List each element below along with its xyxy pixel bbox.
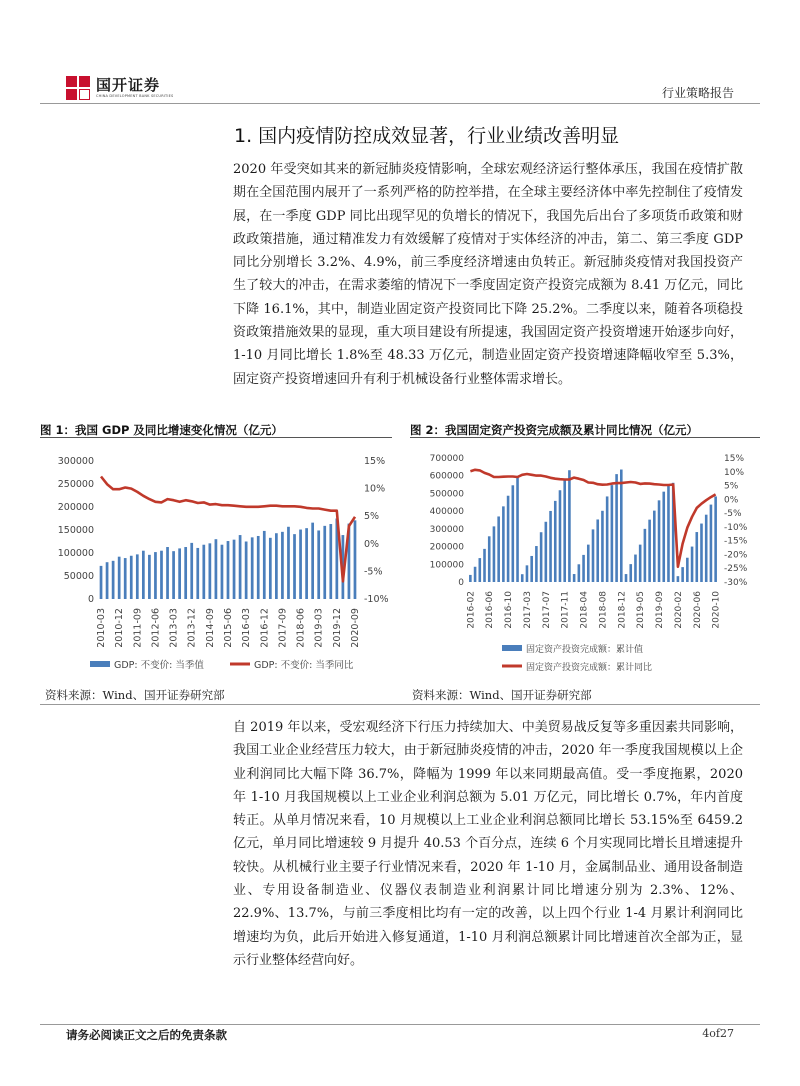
bar bbox=[221, 545, 224, 599]
gdp-chart bbox=[40, 444, 395, 682]
x-tick-label: 2020-09 bbox=[350, 608, 361, 648]
bar bbox=[124, 558, 127, 599]
bar bbox=[293, 534, 296, 599]
logo-subtitle: CHINA DEVELOPMENT BANK SECURITIES bbox=[96, 93, 174, 98]
x-tick-label: 2020-02 bbox=[673, 590, 684, 629]
bar bbox=[172, 551, 175, 599]
bar bbox=[142, 551, 145, 599]
source-divider bbox=[40, 704, 760, 705]
bar bbox=[629, 564, 632, 582]
section-title: 1. 国内疫情防控成效显著，行业业绩改善明显 bbox=[234, 125, 620, 147]
y-left-tick-label: 300000 bbox=[429, 524, 464, 535]
y-left-tick-label: 300000 bbox=[57, 456, 94, 467]
figure-2-rule bbox=[410, 437, 760, 438]
bar bbox=[118, 557, 121, 599]
x-tick-label: 2016-03 bbox=[241, 607, 253, 648]
bar bbox=[178, 548, 181, 599]
bar bbox=[317, 530, 320, 599]
x-tick-label: 2013-03 bbox=[168, 608, 180, 648]
bar bbox=[620, 470, 623, 582]
x-tick-label: 2019-12 bbox=[331, 607, 343, 648]
bar bbox=[573, 574, 576, 582]
bar bbox=[596, 519, 599, 582]
disclaimer-note: 请务必阅读正文之后的免责条款 bbox=[66, 1028, 227, 1042]
bar bbox=[691, 547, 694, 582]
y-right-tick-label: -5% bbox=[724, 509, 742, 520]
bar bbox=[202, 545, 205, 599]
paragraph-2: 自 2019 年以来，受宏观经济下行压力持续加大、中美贸易战反复等多重因素共同影响，我国工业企业经营压力较大，由于新冠肺炎疫情的冲击，2020 年一季度我国规模以上企业利润同比大幅下降 36.7%，降幅为 1999 年以来同期最高值。受一季度拖累，2020 年 1-10 月我国规模以上工业企业利润总额为 5.01 万亿元，同比增长 0.7%，年内首度转正。从单月情况来看，10 月规模以上工业企业利润总额同比增长 53.15%至 6459.2 亿元，单月同比增速较 9 月提升 40.53 个百分点，连续 6 个月实现同比增长且增速提升较快。从机械行业主要子行业情况来看，2020 年 1-10 月，金属制品业、通用设备制造业、专用设备制造业、仪器仪表制造业利润累计同比增速分别为 2.3%、12%、22.9%、13.7%，与前三季度相比均有一定的改善，以上四个行业 1-4 月累计利润同比增速均为负，此后开始进入修复通道，1-10 月利润总额累计同比增速首次全部为正，显示行业整体经营向好。 bbox=[233, 720, 743, 968]
y-left-tick-label: 400000 bbox=[429, 507, 464, 518]
bar bbox=[526, 565, 529, 582]
bar bbox=[695, 532, 698, 582]
bar bbox=[700, 524, 703, 582]
y-left-tick-label: 500000 bbox=[429, 489, 464, 500]
y-left-tick-label: 250000 bbox=[57, 479, 94, 490]
y-left-tick-label: 150000 bbox=[57, 525, 94, 536]
bar bbox=[233, 540, 236, 599]
bar bbox=[190, 543, 193, 599]
y-right-tick-label: -20% bbox=[724, 550, 748, 561]
bar bbox=[563, 480, 566, 582]
figure-1-title: 图 1：我国 GDP 及同比增速变化情况（亿元） bbox=[40, 423, 283, 437]
legend-swatch-bar bbox=[90, 661, 110, 667]
y-left-tick-label: 200000 bbox=[429, 542, 464, 553]
bar bbox=[209, 543, 212, 599]
y-right-tick-label: -15% bbox=[724, 536, 748, 547]
bar bbox=[677, 576, 680, 582]
bar bbox=[305, 528, 308, 599]
x-tick-label: 2015-06 bbox=[223, 608, 234, 648]
page-number: 4of27 bbox=[702, 1027, 734, 1040]
bar bbox=[634, 555, 637, 582]
legend-swatch-bar bbox=[502, 645, 522, 651]
bar bbox=[601, 511, 604, 582]
y-left-tick-label: 200000 bbox=[57, 502, 94, 513]
y-right-tick-label: -10% bbox=[724, 522, 748, 533]
bar bbox=[257, 536, 260, 599]
y-right-tick-label: 10% bbox=[364, 483, 386, 495]
bar bbox=[227, 541, 230, 599]
y-right-tick-label: 15% bbox=[724, 454, 745, 464]
bar bbox=[644, 529, 647, 582]
y-left-tick-label: 50000 bbox=[63, 571, 94, 582]
x-tick-label: 2018-04 bbox=[579, 591, 590, 629]
bar bbox=[681, 567, 684, 582]
bar bbox=[287, 527, 290, 599]
bar bbox=[263, 531, 266, 599]
x-tick-label: 2018-12 bbox=[617, 590, 628, 629]
x-tick-label: 2016-02 bbox=[466, 591, 477, 629]
bar bbox=[215, 539, 218, 599]
bar bbox=[516, 476, 519, 582]
bar bbox=[251, 537, 254, 599]
bar bbox=[507, 496, 510, 582]
bar bbox=[554, 501, 557, 582]
logo-icon bbox=[66, 76, 90, 100]
y-right-tick-label: -10% bbox=[364, 594, 389, 605]
x-tick-label: 2019-09 bbox=[655, 590, 665, 629]
x-tick-label: 2020-10 bbox=[711, 590, 722, 629]
bar bbox=[521, 574, 524, 582]
x-tick-label: 2017-07 bbox=[541, 590, 552, 629]
bar bbox=[545, 522, 548, 582]
report-type: 行业策略报告 bbox=[661, 86, 734, 100]
bar bbox=[587, 545, 590, 582]
bar bbox=[100, 566, 103, 599]
x-tick-label: 2010-12 bbox=[114, 608, 126, 648]
y-left-tick-label: 100000 bbox=[429, 560, 464, 571]
bar bbox=[658, 500, 661, 582]
x-tick-label: 2017-03 bbox=[523, 591, 533, 629]
bar bbox=[705, 515, 708, 582]
bar bbox=[154, 552, 157, 599]
bar bbox=[549, 511, 552, 582]
y-right-tick-label: 15% bbox=[364, 456, 386, 467]
y-left-tick-label: 600000 bbox=[429, 471, 464, 482]
bar bbox=[148, 555, 151, 599]
bar bbox=[323, 526, 326, 599]
y-right-tick-label: -5% bbox=[364, 566, 383, 578]
bar bbox=[160, 551, 163, 599]
bar bbox=[606, 496, 609, 582]
bar bbox=[354, 520, 357, 599]
figure-1-source: 资料来源：Wind、国开证券研究部 bbox=[45, 688, 225, 702]
y-right-tick-label: 10% bbox=[724, 467, 745, 478]
bar bbox=[478, 558, 481, 582]
x-tick-label: 2016-10 bbox=[504, 591, 515, 629]
y-left-tick-label: 0 bbox=[87, 594, 94, 605]
bar bbox=[488, 536, 491, 582]
bar bbox=[269, 538, 272, 599]
bar bbox=[483, 549, 486, 582]
paragraph-1: 2020 年受突如其来的新冠肺炎疫情影响，全球宏观经济运行整体承压，我国在疫情扩散期在全国范围内展开了一系列严格的防控举措，在全球主要经济体中率先控制住了疫情发展，在一季度 GDP 同比出现罕见的负增长的情况下，我国先后出台了多项货币政策和财政政策措施，通过精准发力有效缓解了疫情对于实体经济的冲击，第二、第三季度 GDP 同比分别增长 3.2%、4.9%，前三季度经济增速由负转正。新冠肺炎疫情对我国投资产生了较大的冲击，在需求萎缩的情况下一季度固定资产投资完成额为 8.41 万亿元，同比下降 16.1%，其中，制造业固定资产投资同比下降 25.2%。二季度以来，随着各项稳投资政策措施效果的显现，重大项目建设有所提速，我国固定资产投资增速开始逐步向好，1-10 月同比增长 1.8%至 48.33 万亿元，制造业固定资产投资增速降幅收窄至 5.3%，固定资产投资增速回升有利于机械设备行业整体需求增长。 bbox=[233, 162, 743, 387]
bar bbox=[130, 556, 133, 599]
bar bbox=[112, 561, 115, 599]
figure-2-source: 资料来源：Wind、国开证券研究部 bbox=[412, 688, 592, 702]
x-tick-label: 2020-06 bbox=[692, 591, 703, 629]
header-divider bbox=[40, 103, 760, 104]
figure-1-rule bbox=[40, 437, 392, 438]
bar bbox=[582, 555, 585, 582]
bar bbox=[311, 523, 314, 599]
bar bbox=[184, 547, 187, 599]
bar bbox=[275, 533, 278, 599]
bar bbox=[281, 532, 284, 599]
legend-label: GDP: 不变价: 当季值 bbox=[114, 660, 204, 671]
bar bbox=[615, 474, 618, 582]
y-right-tick-label: 5% bbox=[364, 511, 380, 523]
x-tick-label: 2019-05 bbox=[636, 591, 647, 629]
bar bbox=[592, 529, 595, 582]
company-logo bbox=[66, 76, 173, 100]
legend-label: 固定资产投资完成额：累计值 bbox=[526, 645, 644, 655]
footer-divider bbox=[40, 1024, 760, 1025]
x-tick-label: 2018-06 bbox=[295, 608, 307, 648]
bar bbox=[299, 530, 302, 599]
bar bbox=[474, 567, 477, 582]
fixed-asset-investment-chart bbox=[410, 444, 760, 682]
legend-label: 固定资产投资完成额：累计同比 bbox=[526, 663, 653, 673]
bar bbox=[239, 535, 242, 599]
x-tick-label: 2013-12 bbox=[186, 607, 198, 648]
bar bbox=[648, 520, 651, 582]
y-right-tick-label: -25% bbox=[724, 564, 748, 575]
x-tick-label: 2011-09 bbox=[132, 607, 144, 648]
x-tick-label: 2017-11 bbox=[560, 591, 571, 629]
y-left-tick-label: 100000 bbox=[57, 548, 94, 559]
y-right-tick-label: -30% bbox=[724, 578, 748, 588]
bar bbox=[497, 516, 500, 582]
y-right-tick-label: 0% bbox=[724, 495, 739, 506]
x-tick-label: 2019-03 bbox=[313, 608, 325, 648]
bar bbox=[559, 490, 562, 582]
bar bbox=[469, 575, 472, 582]
bar bbox=[166, 547, 169, 599]
bar bbox=[578, 564, 581, 582]
figure-2-title: 图 2：我国固定资产投资完成额及累计同比情况（亿元） bbox=[410, 423, 699, 437]
bar bbox=[329, 524, 332, 599]
logo-name: 国开证券 bbox=[96, 75, 161, 94]
bar bbox=[493, 526, 496, 582]
y-left-tick-label: 700000 bbox=[429, 454, 464, 464]
bar bbox=[714, 496, 717, 582]
bar bbox=[686, 558, 689, 582]
bar bbox=[196, 548, 199, 599]
x-tick-label: 2010-03 bbox=[96, 607, 107, 648]
bar bbox=[530, 556, 533, 582]
bar bbox=[667, 484, 670, 582]
bar bbox=[611, 485, 614, 582]
bar bbox=[136, 554, 139, 599]
x-tick-label: 2012-06 bbox=[150, 607, 162, 648]
bar bbox=[535, 546, 538, 582]
x-tick-label: 2014-09 bbox=[204, 608, 216, 648]
bar bbox=[653, 511, 656, 582]
bar bbox=[710, 505, 713, 582]
bar bbox=[245, 542, 248, 600]
bar bbox=[625, 574, 628, 582]
x-tick-label: 2017-09 bbox=[277, 607, 289, 648]
y-right-tick-label: 0% bbox=[364, 538, 380, 550]
x-tick-label: 2018-08 bbox=[598, 590, 609, 629]
x-tick-label: 2016-12 bbox=[259, 608, 271, 648]
bar bbox=[512, 485, 515, 582]
y-left-tick-label: 0 bbox=[458, 578, 464, 588]
bar bbox=[662, 492, 665, 582]
bar bbox=[639, 545, 642, 582]
x-tick-label: 2016-06 bbox=[485, 590, 496, 629]
bar bbox=[540, 532, 543, 582]
bar bbox=[568, 470, 571, 582]
legend-label: GDP: 不变价: 当季同比 bbox=[254, 660, 354, 671]
y-right-tick-label: 5% bbox=[724, 481, 739, 492]
bar bbox=[106, 562, 109, 599]
bar bbox=[502, 506, 505, 582]
